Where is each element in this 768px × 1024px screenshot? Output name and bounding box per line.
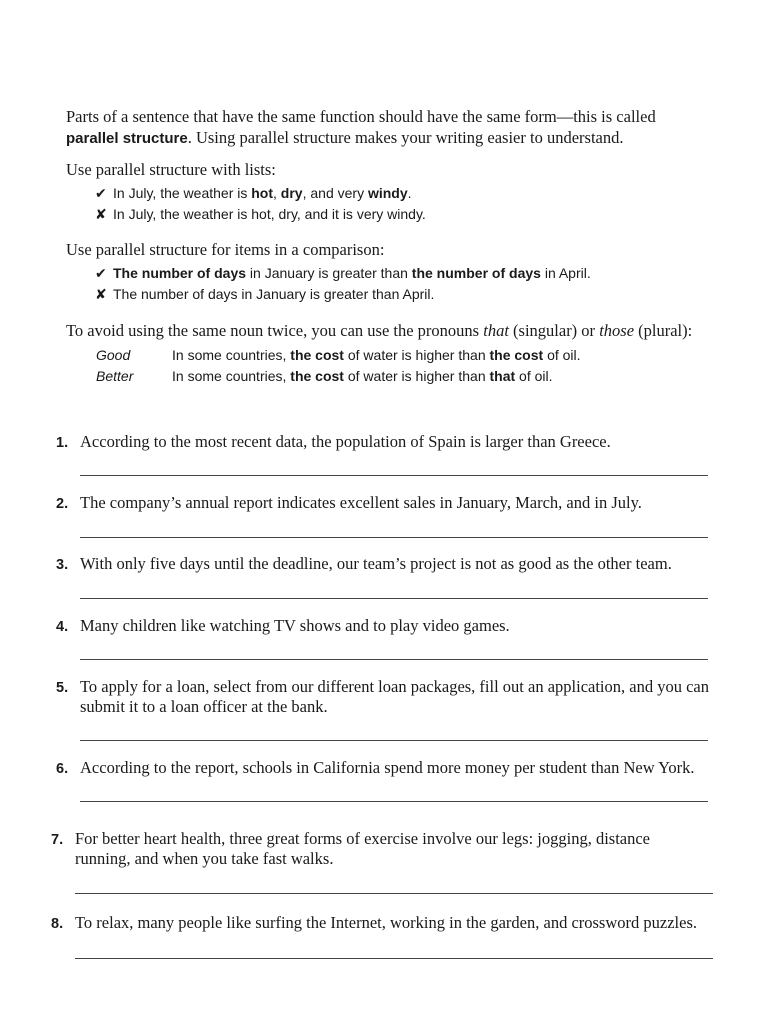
answer-line-7[interactable]	[75, 893, 713, 894]
intro-text-1: Parts of a sentence that have the same function should have the same form—this is called	[66, 107, 656, 126]
intro-paragraph	[66, 106, 726, 149]
check-icon: ✔	[95, 185, 107, 201]
question-3	[56, 554, 720, 574]
question-number: 7.	[51, 832, 64, 848]
answer-line-8[interactable]	[75, 958, 713, 959]
question-text: Many children like watching TV shows and to play video games.	[80, 616, 510, 635]
question-text: To apply for a loan, select from our different loan packages, fill out an application, and you can submit it to a loan officer at the bank.	[80, 677, 709, 716]
cross-icon: ✘	[95, 206, 107, 222]
question-text: For better heart health, three great forms of exercise involve our legs: jogging, distance running, and when you take fast walks.	[75, 829, 651, 868]
pronouns-section-title: To avoid using the same noun twice, you can use the pronouns that (singular) or those (plural):	[66, 321, 693, 340]
question-6	[56, 758, 720, 778]
question-number: 3.	[56, 557, 69, 573]
question-number: 1.	[56, 435, 69, 451]
comparison-bad-example: ✘ The number of days in January is greater than April.	[95, 286, 435, 302]
check-icon: ✔	[95, 265, 107, 281]
answer-line-5[interactable]	[80, 740, 708, 741]
lists-bad-example: ✘ In July, the weather is hot, dry, and it is very windy.	[95, 206, 426, 222]
answer-line-1[interactable]	[80, 475, 708, 476]
question-2	[56, 493, 720, 513]
lists-section-title: Use parallel structure with lists:	[66, 160, 276, 179]
comparison-good-example: ✔ The number of days in January is greater than the number of days in April.	[95, 265, 591, 281]
cross-icon: ✘	[95, 286, 107, 302]
question-text: With only five days until the deadline, our team’s project is not as good as the other team.	[80, 554, 672, 573]
question-number: 2.	[56, 496, 69, 512]
answer-line-6[interactable]	[80, 801, 708, 802]
answer-line-2[interactable]	[80, 537, 708, 538]
pronouns-better-example: Better In some countries, the cost of water is higher than that of oil.	[96, 368, 553, 384]
question-1	[56, 432, 720, 452]
question-number: 4.	[56, 619, 69, 635]
question-number: 5.	[56, 680, 69, 696]
intro-text-2: . Using parallel structure makes your writing easier to understand.	[187, 128, 624, 147]
pronouns-good-example: Good In some countries, the cost of water is higher than the cost of oil.	[96, 347, 581, 363]
question-text: According to the report, schools in California spend more money per student than New York.	[80, 758, 695, 777]
question-7	[51, 829, 695, 869]
question-text: The company’s annual report indicates excellent sales in January, March, and in July.	[80, 493, 642, 512]
question-text: To relax, many people like surfing the Internet, working in the garden, and crossword puzzles.	[75, 913, 697, 932]
question-5	[56, 677, 710, 717]
intro-term: parallel structure	[66, 130, 188, 147]
answer-line-3[interactable]	[80, 598, 708, 599]
question-text: According to the most recent data, the population of Spain is larger than Greece.	[80, 432, 611, 451]
good-label: Good	[96, 347, 131, 363]
question-number: 6.	[56, 761, 69, 777]
better-label: Better	[96, 368, 134, 384]
answer-line-4[interactable]	[80, 659, 708, 660]
question-8	[51, 913, 725, 933]
question-4	[56, 616, 720, 636]
lists-good-example: ✔ In July, the weather is hot, dry, and very windy.	[95, 185, 412, 201]
comparison-section-title: Use parallel structure for items in a comparison:	[66, 240, 385, 259]
question-number: 8.	[51, 916, 64, 932]
